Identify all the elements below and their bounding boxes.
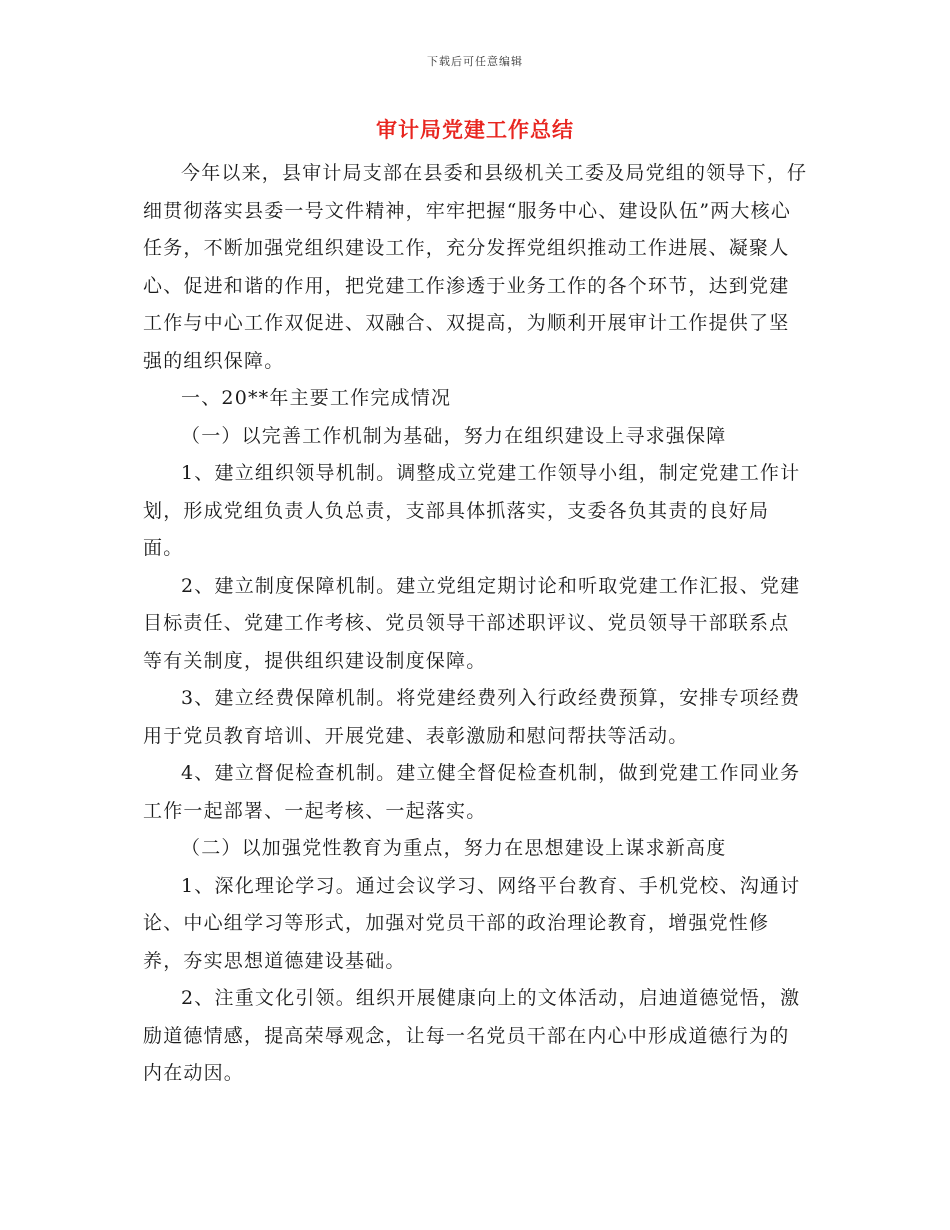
header-note: 下载后可任意编辑 (427, 55, 523, 68)
paragraph-item: 4、建立督促检查机制。建立健全督促检查机制，做到党建工作同业务工作一起部署、一起考核、一起落实。 (143, 762, 801, 822)
subsection-heading-2: （二）以加强党性教育为重点，努力在思想建设上谋求新高度 (181, 837, 727, 859)
paragraph-item: 2、注重文化引领。组织开展健康向上的文体活动，启迪道德觉悟，激励道德情感，提高荣辱观念，让每一名党员干部在内心中形成道德行为的内在动因。 (143, 987, 801, 1084)
paragraph-item: 1、建立组织领导机制。调整成立党建工作领导小组，制定党建工作计划，形成党组负责人负总责，支部具体抓落实，支委各负其责的良好局面。 (143, 462, 801, 559)
paragraph-item: 3、建立经费保障机制。将党建经费列入行政经费预算，安排专项经费用于党员教育培训、开展党建、表彰激励和慰问帮扶等活动。 (143, 687, 801, 747)
paragraph-item: 1、深化理论学习。通过会议学习、网络平台教育、手机党校、沟通讨论、中心组学习等形式，加强对党员干部的政治理论教育，增强党性修养，夯实思想道德建设基础。 (143, 874, 801, 972)
paragraph-intro: 今年以来，县审计局支部在县委和县级机关工委及局党组的领导下，仔细贯彻落实县委一号文件精神，牢牢把握“服务中心、建设队伍”两大核心任务，不断加强党组织建设工作，充分发挥党组织推动工作进展、凝聚人心、促进和谐的作用，把党建工作渗透于业务工作的各个环节，达到党建工作与中心工作双促进、双融合、双提高，为顺利开展审计工作提供了坚强的组织保障。 (143, 162, 808, 372)
subsection-heading-1: （一）以完善工作机制为基础，努力在组织建设上寻求强保障 (181, 424, 727, 447)
section-heading-1: 一、20**年主要工作完成情况 (181, 387, 452, 409)
document-title: 审计局党建工作总结 (376, 117, 574, 142)
paragraph-item: 2、建立制度保障机制。建立党组定期讨论和听取党建工作汇报、党建目标责任、党建工作考核、党员领导干部述职评议、党员领导干部联系点等有关制度，提供组织建设制度保障。 (143, 574, 801, 672)
document-body (143, 155, 808, 1093)
